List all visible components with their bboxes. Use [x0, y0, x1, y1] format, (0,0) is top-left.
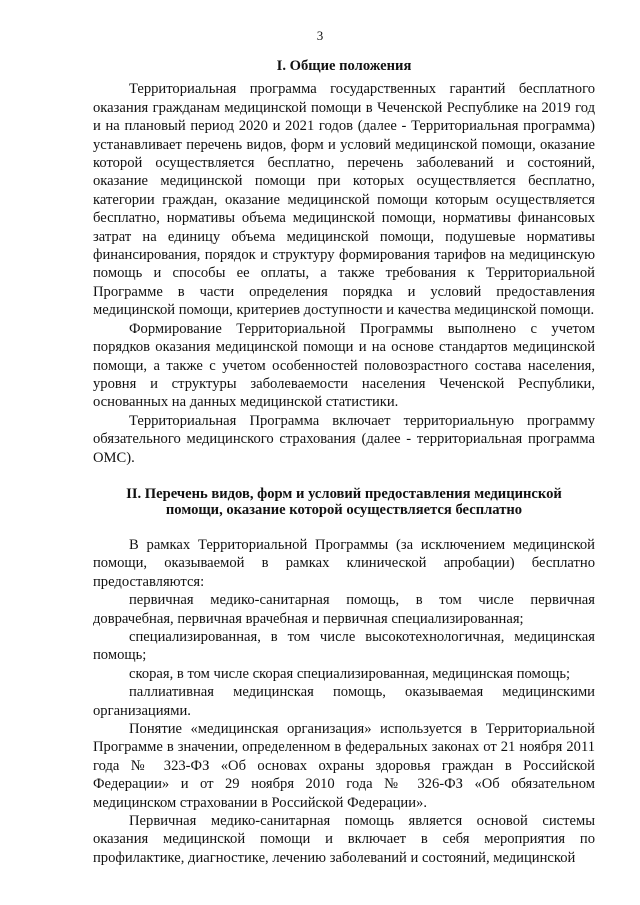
section-2-heading-line-2: помощи, оказание которой осуществляется бесплатно — [165, 501, 523, 518]
section-1-paragraph: Территориальная Программа включает территориальную программу обязательного медицинского страхования (далее - территориальная программа ОМС). — [93, 412, 595, 466]
document-body — [93, 57, 595, 867]
care-type-item: паллиативная медицинская помощь, оказываемая медицинскими организациями. — [93, 684, 595, 719]
section-2-paragraph: Первичная медико-санитарная помощь является основой системы оказания медицинской помощи и включает в себя мероприятия по профилактике, диагностике, лечению заболеваний и состояний, медицинской — [93, 813, 595, 866]
section-2-intro: В рамках Территориальной Программы (за исключением медицинской помощи, оказываемой в рамках клинической апробации) бесплатно предоставляются: — [93, 536, 595, 590]
page-number: 3 — [316, 28, 324, 43]
section-1-heading: I. Общие положения — [276, 58, 412, 74]
care-type-item: скорая, в том числе скорая специализированная, медицинская помощь; — [129, 665, 571, 682]
section-2-heading — [93, 486, 595, 518]
section-1-paragraph: Территориальная программа государственных гарантий бесплатного оказания гражданам медицинской помощи в Чеченской Республике на 2019 год и на плановый период 2020 и 2021 годов (далее - Территориальная программа) устанавливает перечень видов, форм и условий медицинской помощи, оказание которой осуществляется бесплатно, перечень заболеваний и состояний, оказание медицинской помощи при которых осуществляется бесплатно, категории граждан, оказание медицинской помощи которым осуществляется бесплатно, нормативы объема медицинской помощи, нормативы финансовых затрат на единицу объема медицинской помощи, подушевые нормативы финансирования, порядок и структуру формирования тарифов на медицинскую помощь и способы ее оплаты, а также требования к Территориальной Программе в части определения порядка и условий предоставления медицинской помощи, критериев доступности и качества медицинской помощи. — [93, 81, 595, 319]
care-type-item: первичная медико-санитарная помощь, в том числе первичная доврачебная, первичная врачебная и первичная специализированная; — [93, 592, 595, 627]
section-2-heading-line-1: II. Перечень видов, форм и условий предоставления медицинской — [126, 485, 562, 502]
section-2-paragraph: Понятие «медицинская организация» используется в Территориальной Программе в значении, определенном в федеральных законах от 21 ноября 2011 года № 323-ФЗ «Об основах охраны здоровья граждан в Российской Федерации» и от 29 ноября 2010 года № 326-ФЗ «Об обязательном медицинском страховании в Российской Федерации». — [93, 721, 595, 811]
section-1-paragraph: Формирование Территориальной Программы выполнено с учетом порядков оказания медицинской помощи и на основе стандартов медицинской помощи, а также с учетом особенностей половозрастного состава населения, уровня и структуры заболеваемости населения Чеченской Республики, основанных на данных медицинской статистики. — [93, 320, 595, 411]
care-type-item: специализированная, в том числе высокотехнологичная, медицинская помощь; — [93, 628, 595, 664]
